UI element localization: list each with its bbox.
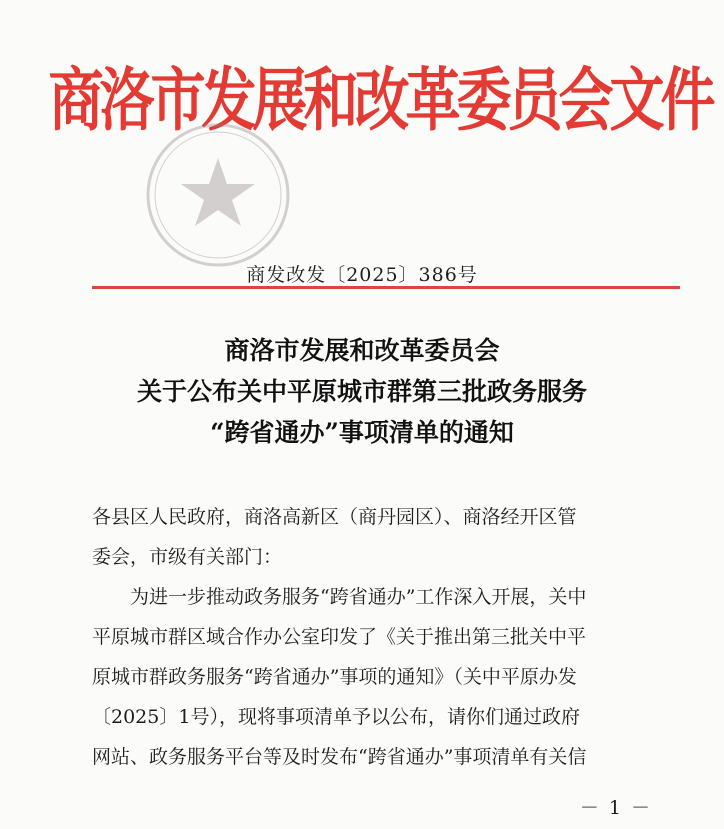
document-body bbox=[92, 497, 652, 777]
red-separator-line bbox=[92, 286, 680, 289]
body-line: 〔2025〕1号），现将事项清单予以公布，请你们通过政府 bbox=[92, 706, 580, 728]
official-seal-icon bbox=[143, 120, 293, 270]
title-line-3: “跨省通办”事项清单的通知 bbox=[210, 418, 514, 447]
body-line-addressee-2: 委会，市级有关部门： bbox=[92, 546, 283, 568]
title-line-1: 商洛市发展和改革委员会 bbox=[224, 336, 500, 365]
document-number: 商发改发〔2025〕386号 bbox=[246, 264, 478, 286]
document-masthead: 商洛市发展和改革委员会文件 bbox=[48, 58, 712, 140]
document-title bbox=[0, 330, 724, 453]
body-line-paragraph-start: 为进一步推动政务服务“跨省通办”工作深入开展，关中 bbox=[130, 586, 587, 608]
title-line-2: 关于公布关中平原城市群第三批政务服务 bbox=[136, 377, 587, 406]
page-number: － 1 － bbox=[579, 797, 652, 819]
body-line: 平原城市群区域合作办公室印发了《关于推出第三批关中平 bbox=[92, 626, 587, 648]
body-line: 原城市群政务服务“跨省通办”事项的通知》（关中平原办发 bbox=[92, 666, 577, 688]
body-line: 网站、政务服务平台等及时发布“跨省通办”事项清单有关信 bbox=[92, 746, 587, 768]
body-line-addressee-1: 各县区人民政府，商洛高新区（商丹园区）、商洛经开区管 bbox=[92, 506, 577, 528]
